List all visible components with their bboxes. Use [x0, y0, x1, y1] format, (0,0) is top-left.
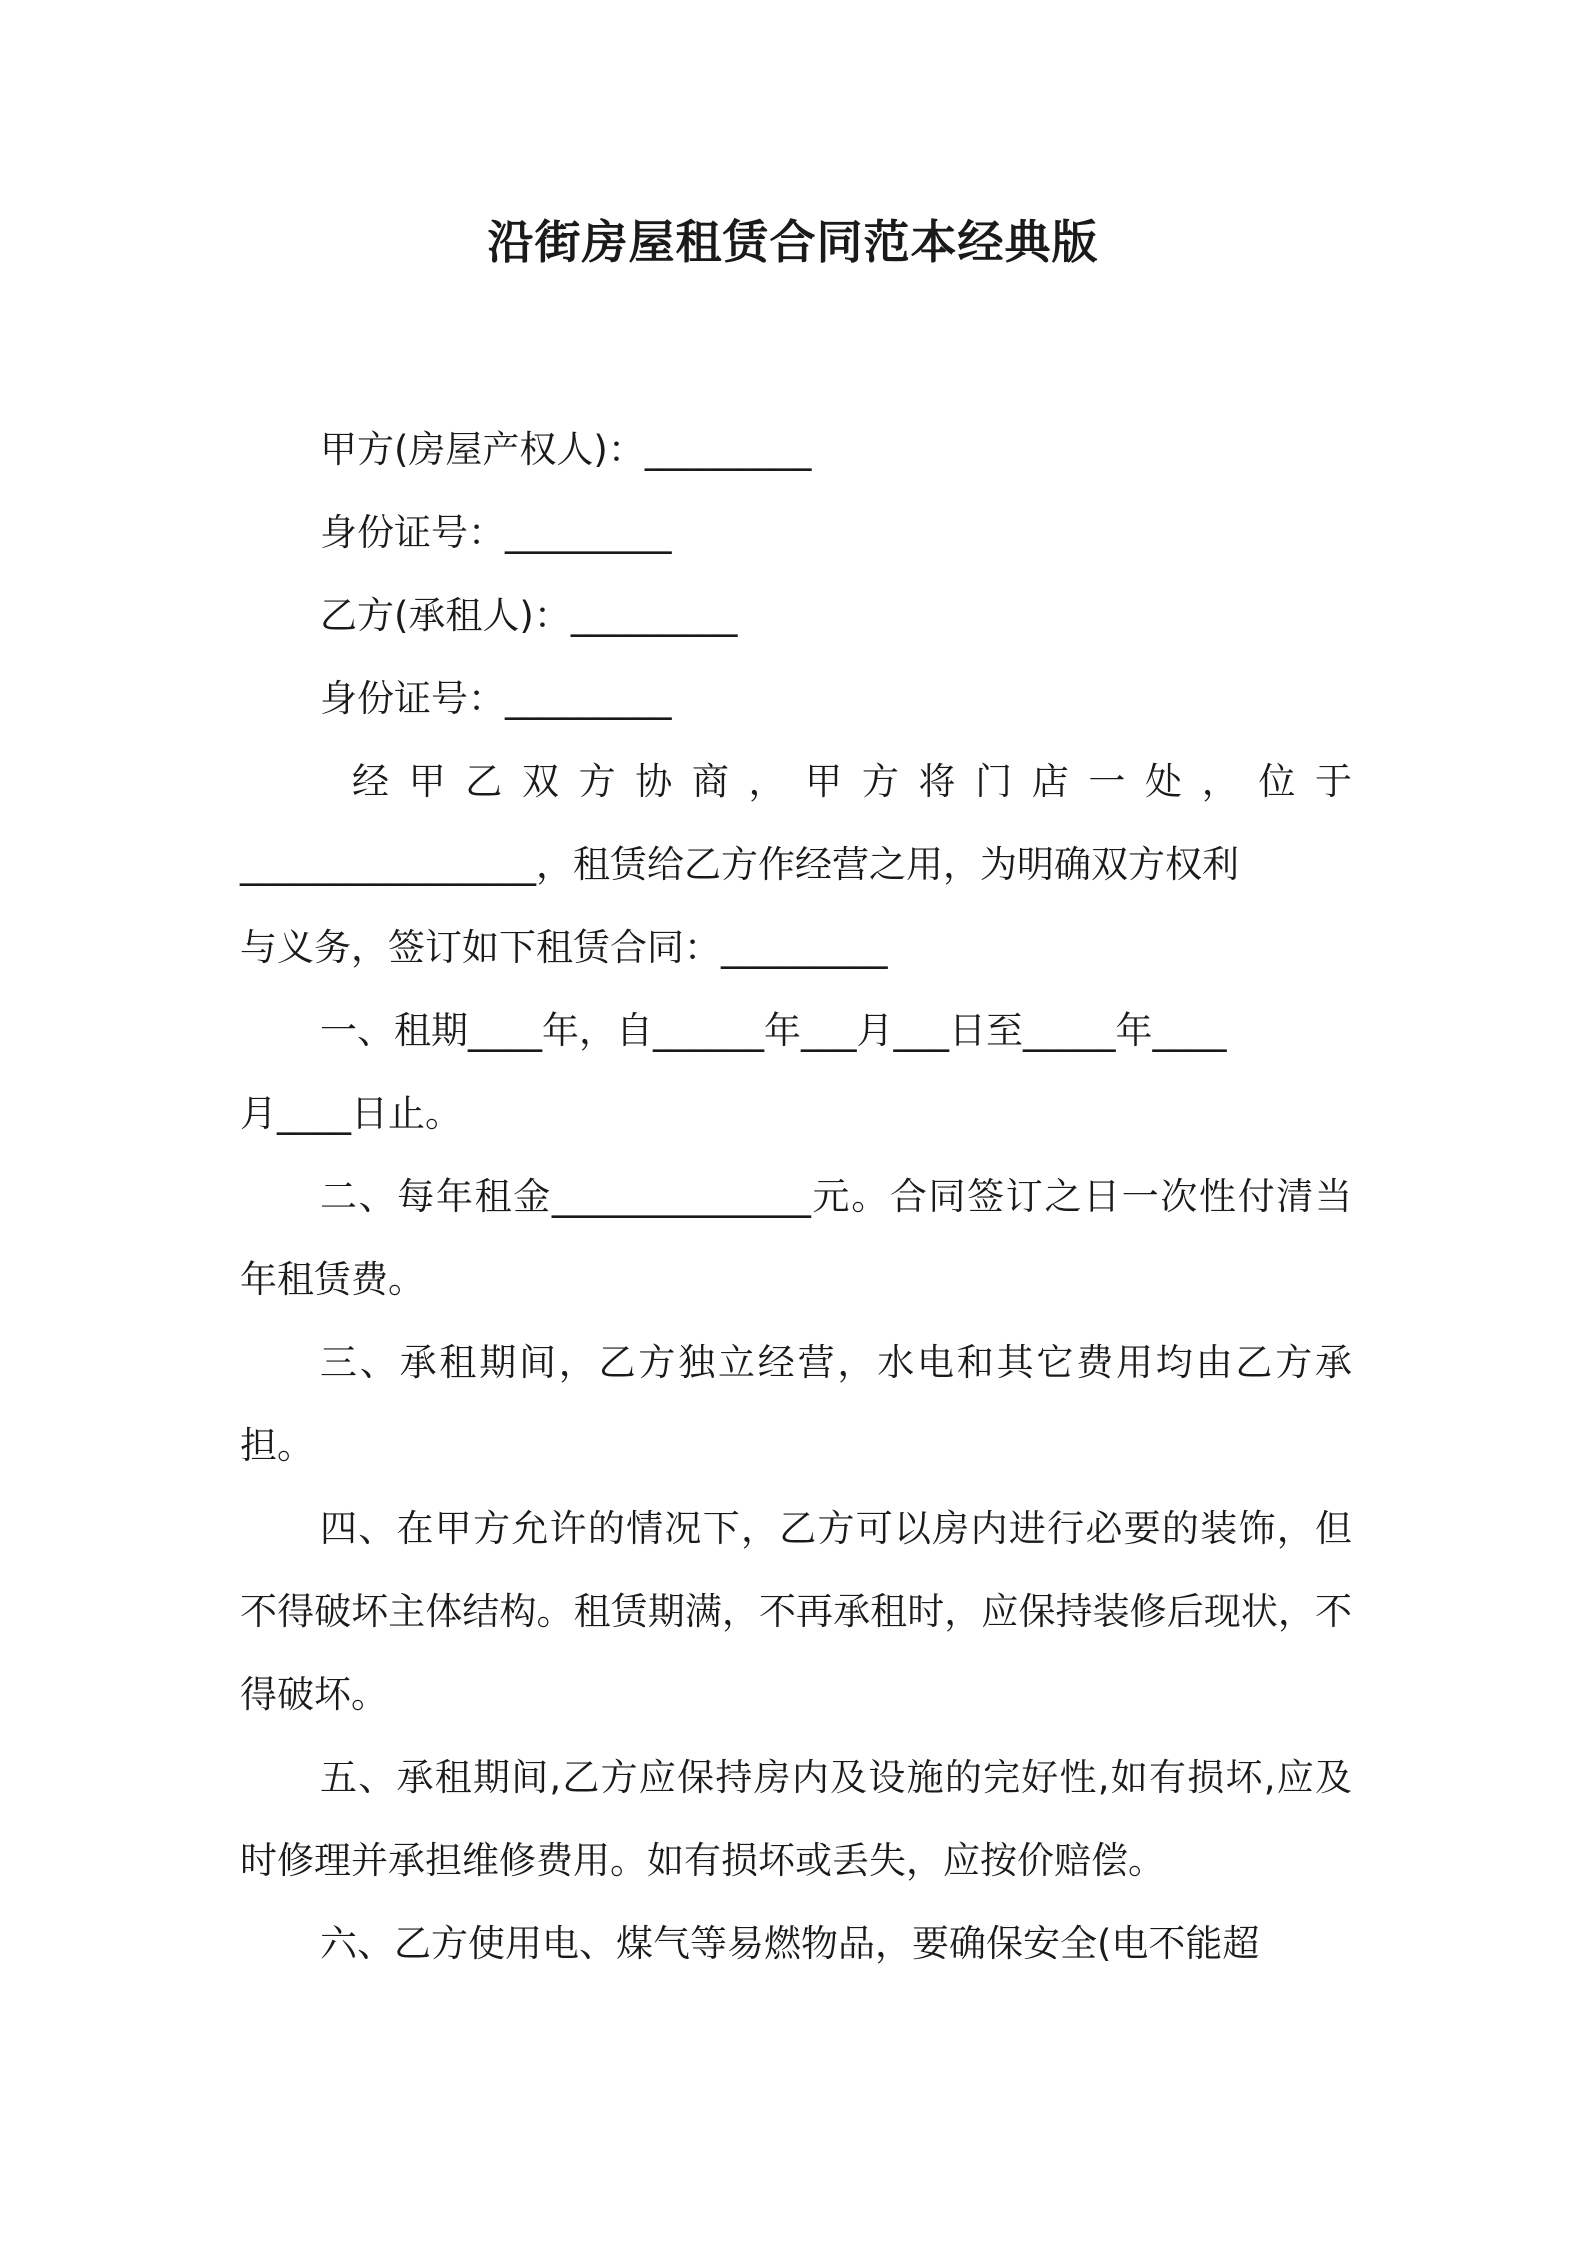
party-a-id-line [240, 491, 1352, 574]
intro-line-3: 与义务，签订如下租赁合同：_________ [240, 926, 888, 969]
clause-3: 三、承租期间，乙方独立经营，水电和其它费用均由乙方承担。 [240, 1341, 1352, 1467]
clause-4: 四、在甲方允许的情况下，乙方可以房内进行必要的装饰，但不得破坏主体结构。租赁期满，不再承租时，应保持装修后现状，不得破坏。 [240, 1507, 1352, 1716]
party-a-label: 甲方(房屋产权人)： [320, 428, 645, 471]
party-b-id-line [240, 657, 1352, 740]
clause-1-line-2: 月____日止。 [240, 1092, 462, 1135]
document-title: 沿街房屋租赁合同范本经典版 [487, 215, 1099, 269]
party-a-id-label: 身份证号： [320, 511, 505, 554]
party-a-id-blank: _________ [505, 511, 672, 554]
party-b-id-blank: _________ [505, 677, 672, 720]
document-body [240, 408, 1352, 1985]
party-b-id-label: 身份证号： [320, 677, 505, 720]
party-b-line [240, 574, 1352, 657]
intro-line-1: 经甲乙双方协商，甲方将门店一处，位于 [352, 760, 1352, 803]
clause-6: 六、乙方使用电、煤气等易燃物品，要确保安全(电不能超 [320, 1922, 1260, 1965]
clause-2: 二、每年租金______________元。合同签订之日一次性付清当年租赁费。 [240, 1175, 1352, 1301]
party-a-line [240, 408, 1352, 491]
party-b-label: 乙方(承租人)： [320, 594, 571, 637]
intro-line-2: ________________，租赁给乙方作经营之用，为明确双方权利 [240, 843, 1239, 886]
party-a-blank: _________ [644, 428, 812, 471]
party-b-blank: _________ [570, 594, 738, 637]
clause-1-line-1: 一、租期____年，自______年___月___日至_____年____ [320, 1009, 1227, 1052]
clause-5: 五、承租期间,乙方应保持房内及设施的完好性,如有损坏,应及时修理并承担维修费用。如有损坏或丢失，应按价赔偿。 [240, 1756, 1352, 1882]
